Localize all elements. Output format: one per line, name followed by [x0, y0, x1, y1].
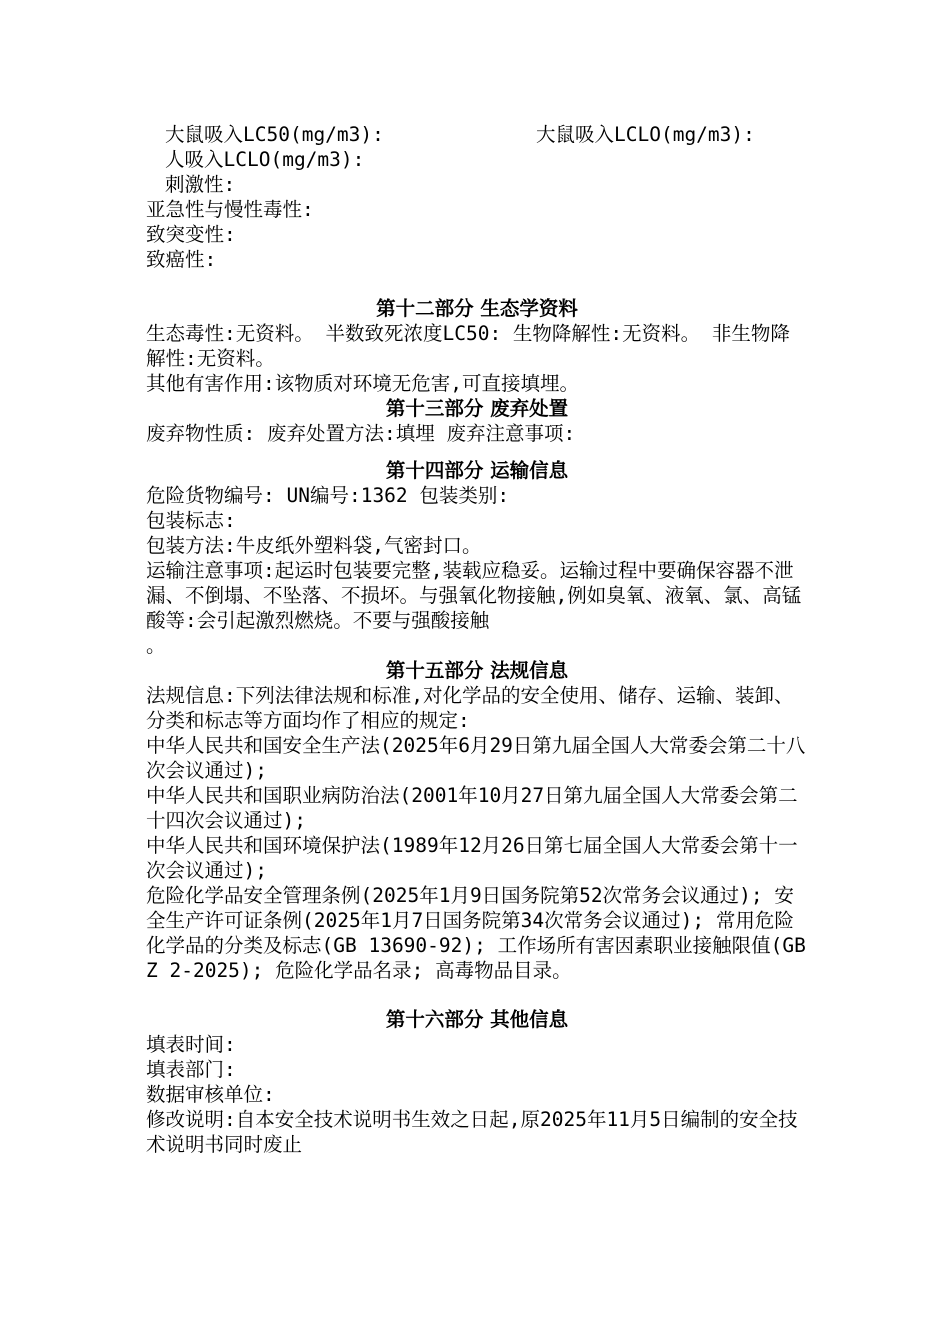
- section-14-title: 第十四部分 运输信息: [385, 459, 569, 482]
- disposal-text: 废弃物性质: 废弃处置方法:填埋 废弃注意事项:: [146, 422, 576, 445]
- rat-lc50-label: 大鼠吸入LC50(mg/m3):: [165, 123, 384, 146]
- human-lclo-label: 人吸入LCLO(mg/m3):: [165, 148, 365, 171]
- mutagenicity-label: 致突变性:: [146, 223, 236, 246]
- un-number-text: 危险货物编号: UN编号:1362 包装类别:: [146, 484, 510, 507]
- subacute-label: 亚急性与慢性毒性:: [146, 198, 314, 221]
- other-hazards-text: 其他有害作用:该物质对环境无危害,可直接填埋。: [146, 372, 579, 395]
- regulation-safety-law: 中华人民共和国安全生产法(2025年6月29日第九届全国人大常委会第二十八次会议通过);: [146, 734, 806, 782]
- document-page: [146, 122, 808, 1157]
- fill-time-label: 填表时间:: [146, 1033, 236, 1056]
- lc50-row: [146, 122, 808, 147]
- fill-department-label: 填表部门:: [146, 1058, 236, 1081]
- regulations-intro: 法规信息:下列法律法规和标准,对化学品的安全使用、储存、运输、装卸、分类和标志等方面均作了相应的规定:: [146, 684, 794, 732]
- package-mark-text: 包装标志:: [146, 509, 236, 532]
- carcinogenicity-label: 致癌性:: [146, 248, 217, 271]
- section-13-title: 第十三部分 废弃处置: [385, 397, 569, 420]
- package-method-text: 包装方法:牛皮纸外塑料袋,气密封口。: [146, 534, 482, 557]
- regulation-chemicals-list: 危险化学品安全管理条例(2025年1月9日国务院第52次常务会议通过); 安全生产许可证条例(2025年1月7日国务院第34次常务会议通过); 常用危险化学品的分类及标志(GB 13690-92); 工作场所有害因素职业接触限值(GBZ 2-2025); 危险化学品名录; 高毒物品目录。: [146, 884, 806, 982]
- section-12-title: 第十二部分 生态学资料: [376, 297, 578, 320]
- transport-notes-text: 运输注意事项:起运时包装要完整,装载应稳妥。运输过程中要确保容器不泄漏、不倒塌、不坠落、不损坏。与强氧化物接触,例如臭氧、液氧、氯、高锰酸等:会引起激烈燃烧。不要与强酸接触: [146, 559, 802, 632]
- ecotoxicity-text: 生态毒性:无资料。 半数致死浓度LC50: 生物降解性:无资料。 非生物降解性:无资料。: [146, 322, 790, 370]
- regulation-environment-law: 中华人民共和国环境保护法(1989年12月26日第七届全国人大常委会第十一次会议通过);: [146, 834, 798, 882]
- transport-notes-end: 。: [146, 634, 166, 657]
- irritation-label: 刺激性:: [165, 173, 236, 196]
- revision-note-text: 修改说明:自本安全技术说明书生效之日起,原2025年11月5日编制的安全技术说明书同时废止: [146, 1108, 798, 1156]
- data-review-label: 数据审核单位:: [146, 1083, 275, 1106]
- regulation-occupational-law: 中华人民共和国职业病防治法(2001年10月27日第九届全国人大常委会第二十四次会议通过);: [146, 784, 798, 832]
- rat-lclo-label: 大鼠吸入LCLO(mg/m3):: [536, 123, 755, 146]
- section-16-title: 第十六部分 其他信息: [385, 1008, 569, 1031]
- section-15-title: 第十五部分 法规信息: [385, 659, 569, 682]
